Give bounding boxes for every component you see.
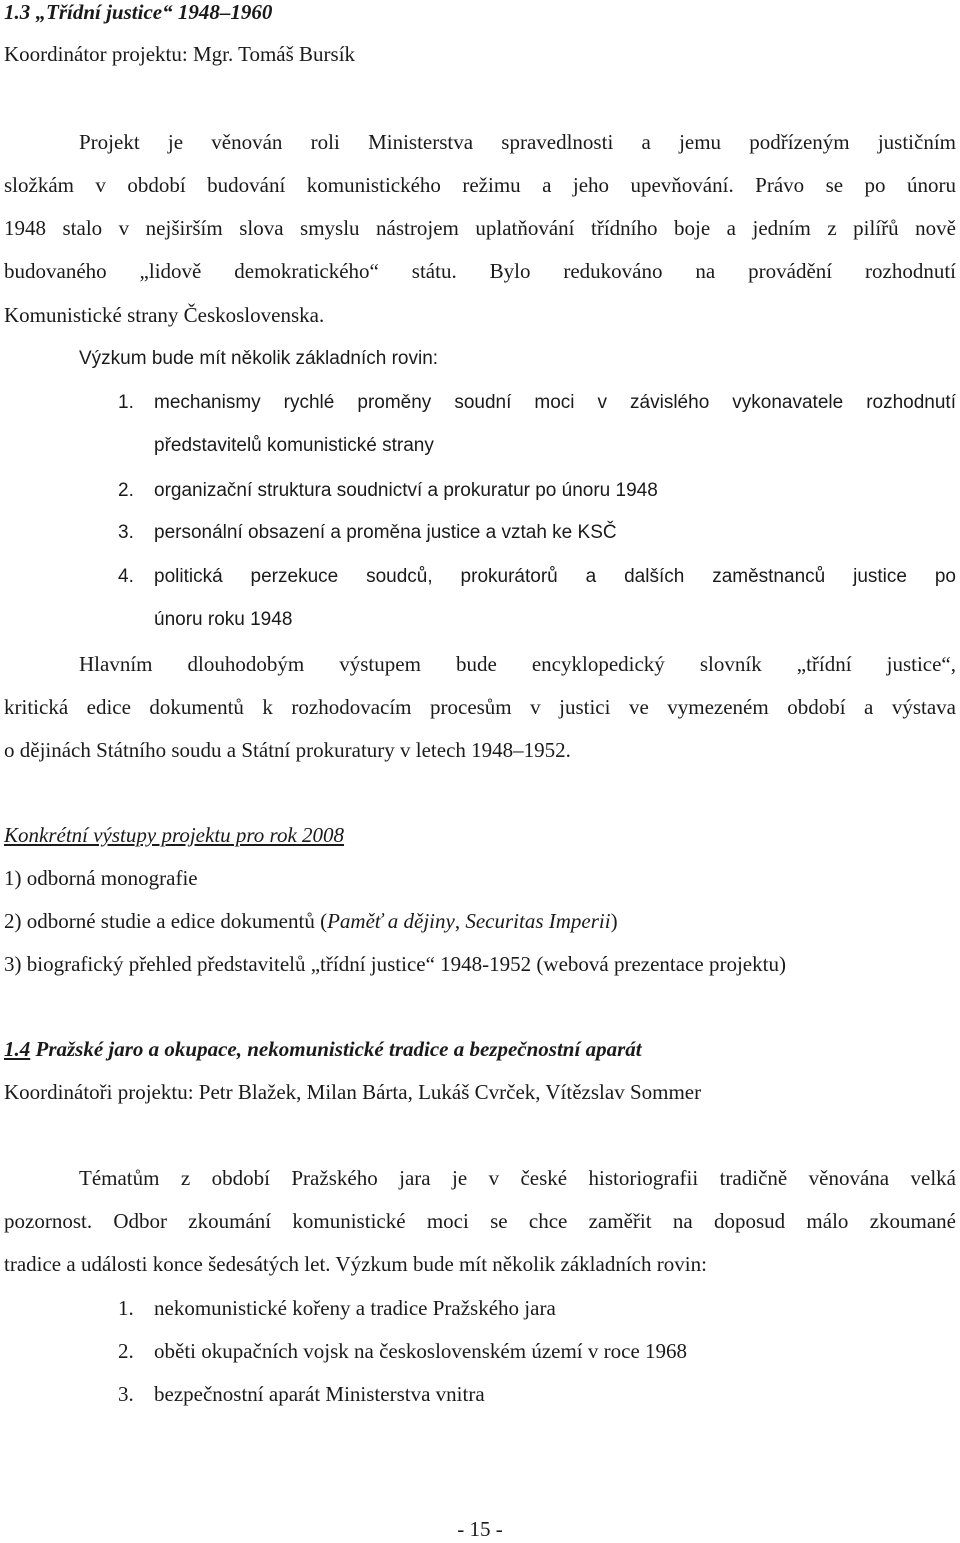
outputs-heading: Konkrétní výstupy projektu pro rok 2008 (4, 823, 345, 847)
list-item-text: oběti okupačních vojsk na československém území v roce 1968 (154, 1339, 688, 1363)
list-item-text: organizační struktura soudnictví a prokuratur po únoru 1948 (154, 480, 658, 501)
list-item-number: 4. (118, 566, 134, 587)
list-item-number: 3. (118, 1382, 134, 1406)
section-number: 1.3 (4, 0, 31, 24)
output-text: ) (610, 909, 618, 933)
journal-title: Paměť a dějiny (327, 909, 455, 933)
paragraph-line: Projekt je věnován roli Ministerstva spravedlnosti a jemu podřízeným justičním (79, 130, 956, 154)
coordinator-line: Koordinátoři projektu: Petr Blažek, Milan Bárta, Lukáš Cvrček, Vítězslav Sommer (4, 1080, 702, 1104)
journal-title: Securitas Imperii (465, 909, 611, 933)
output-item: 3) biografický přehled představitelů „třídní justice“ 1948-1952 (webová prezentace projektu) (4, 952, 786, 976)
paragraph-line: tradice a události konce šedesátých let. Výzkum bude mít několik základních rovin: (4, 1252, 707, 1276)
list-item-number: 1. (118, 392, 134, 413)
levels-intro: Výzkum bude mít několik základních rovin: (79, 348, 439, 369)
paragraph-line: Hlavním dlouhodobým výstupem bude encyklopedický slovník „třídní justice“, (79, 652, 956, 676)
list-item-number: 2. (118, 480, 134, 501)
list-item-text: bezpečnostní aparát Ministerstva vnitra (154, 1382, 485, 1406)
paragraph-line: pozornost. Odbor zkoumání komunistické moci se chce zaměřit na doposud málo zkoumané (4, 1209, 956, 1233)
paragraph-line: o dějinách Státního soudu a Státní prokuratury v letech 1948–1952. (4, 738, 571, 762)
section-heading (4, 1035, 642, 1063)
section-heading (4, 0, 272, 26)
list-item-number: 3. (118, 522, 134, 543)
section-number: 1.4 (4, 1037, 31, 1061)
output-text: 2) odborné studie a edice dokumentů ( (4, 909, 328, 933)
list-item-text: personální obsazení a proměna justice a vztah ke KSČ (154, 522, 617, 543)
list-item-text: představitelů komunistické strany (154, 435, 434, 456)
output-separator: , (454, 909, 466, 933)
coordinator-line: Koordinátor projektu: Mgr. Tomáš Bursík (4, 42, 356, 66)
list-item-number: 2. (118, 1339, 134, 1363)
page-number: - 15 - (457, 1517, 503, 1541)
paragraph-line: složkám v období budování komunistického režimu a jeho upevňování. Právo se po únoru (4, 173, 956, 197)
paragraph-line: budovaného „lidově demokratického“ státu. Bylo redukováno na provádění rozhodnutí (4, 259, 956, 283)
paragraph-line: Komunistické strany Československa. (4, 303, 325, 327)
section-title: Pražské jaro a okupace, nekomunistické tradice a bezpečnostní aparát (35, 1037, 642, 1061)
list-item-number: 1. (118, 1296, 134, 1320)
output-item: 1) odborná monografie (4, 866, 198, 890)
list-item-text: politická perzekuce soudců, prokurátorů a dalších zaměstnanců justice po (154, 566, 956, 587)
paragraph-line: Tématům z období Pražského jara je v české historiografii tradičně věnována velká (79, 1166, 956, 1190)
paragraph-line: 1948 stalo v nejširším slova smyslu nástrojem uplatňování třídního boje a jedním z pilířů nově (4, 216, 956, 240)
output-item (4, 907, 618, 935)
list-item-text: únoru roku 1948 (154, 609, 293, 630)
list-item-text: mechanismy rychlé proměny soudní moci v závislého vykonavatele rozhodnutí (154, 392, 956, 413)
list-item-text: nekomunistické kořeny a tradice Pražského jara (154, 1296, 556, 1320)
paragraph-line: kritická edice dokumentů k rozhodovacím procesům v justici ve vymezeném období a výstava (4, 695, 956, 719)
section-title: „Třídní justice“ 1948–1960 (35, 0, 273, 24)
